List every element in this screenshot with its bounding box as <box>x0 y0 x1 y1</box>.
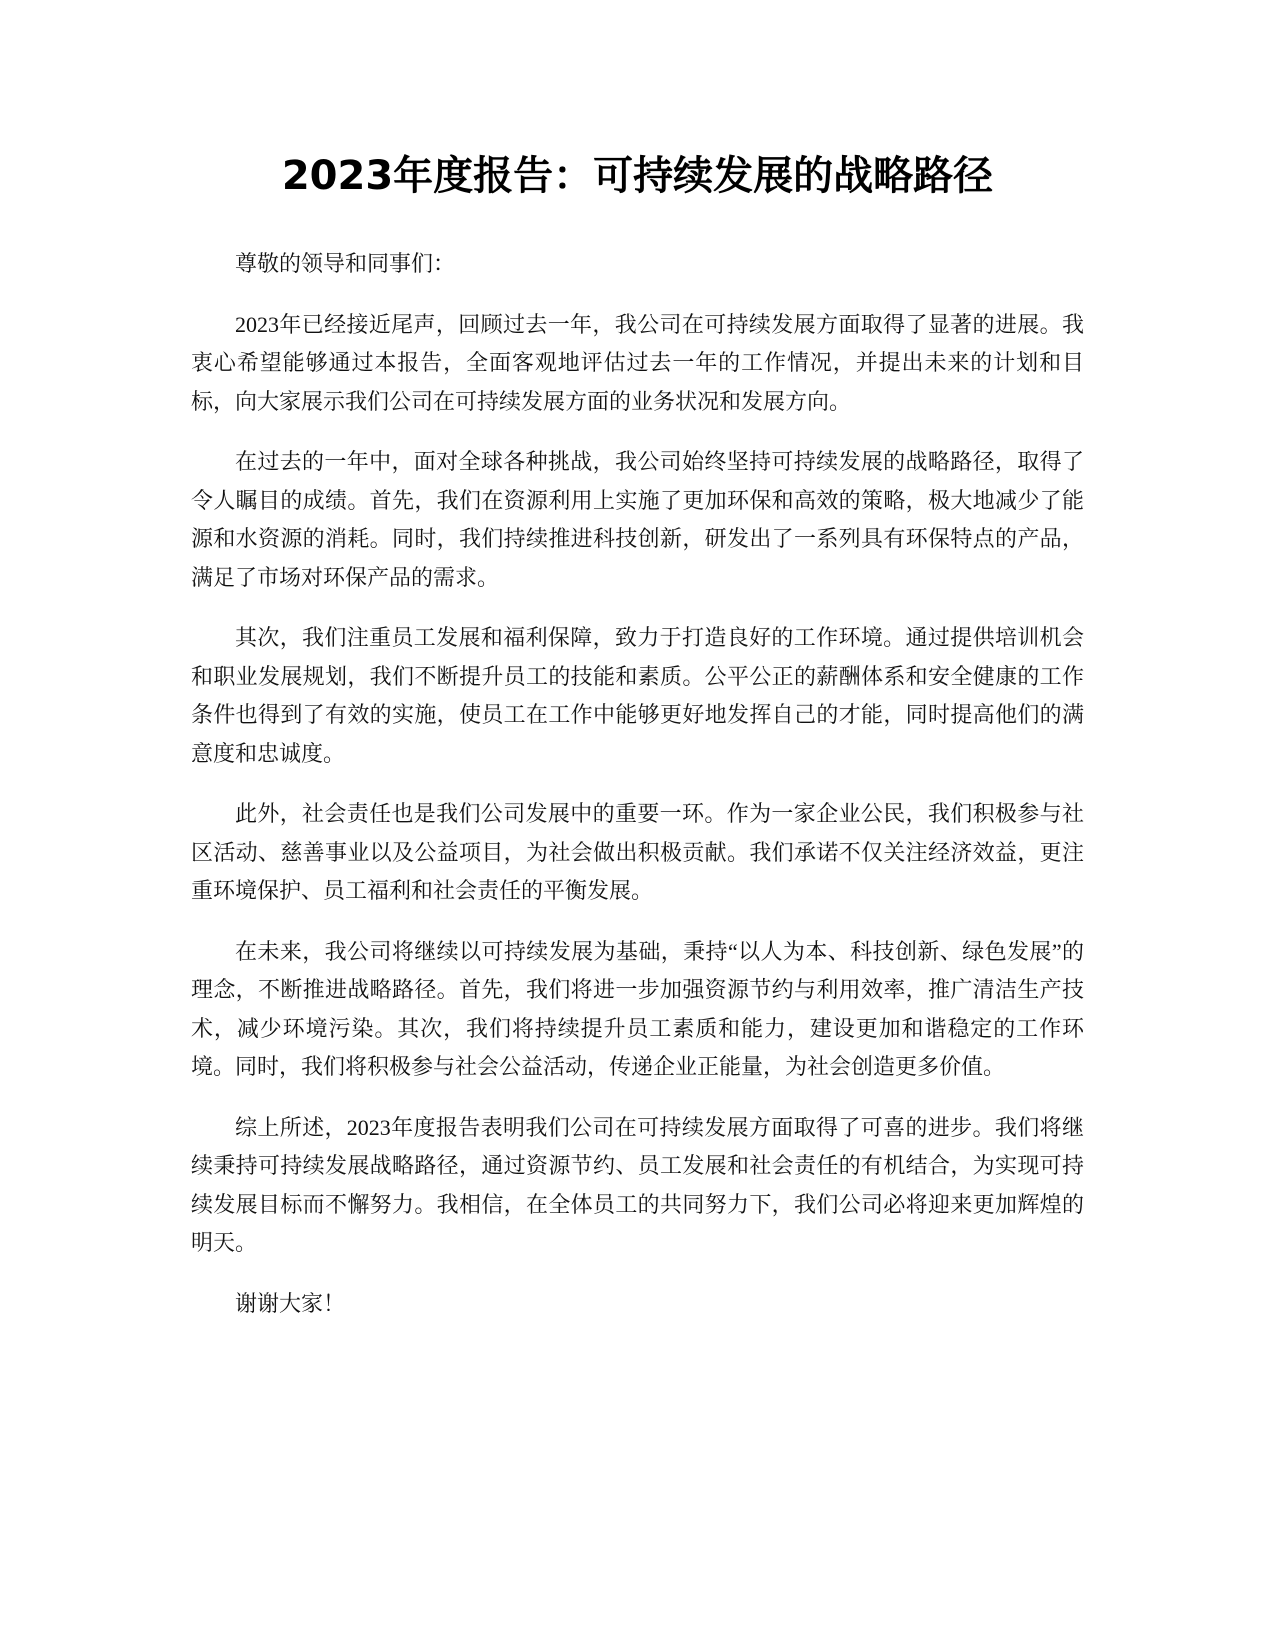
paragraph-achievements: 在过去的一年中，面对全球各种挑战，我公司始终坚持可持续发展的战略路径，取得了令人瞩目的成绩。首先，我们在资源利用上实施了更加环保和高效的策略，极大地减少了能源和水资源的消耗。同时，我们持续推进科技创新，研发出了一系列具有环保特点的产品，满足了市场对环保产品的需求。 <box>191 449 1084 590</box>
salutation: 尊敬的领导和同事们： <box>235 251 456 276</box>
document-body <box>191 245 1084 1345</box>
document-title: 2023年度报告：可持续发展的战略路径 <box>281 153 994 199</box>
paragraph-future-plans: 在未来，我公司将继续以可持续发展为基础，秉持“以人为本、科技创新、绿色发展”的理念，不断推进战略路径。首先，我们将进一步加强资源节约与利用效率，推广清洁生产技术，减少环境污染。其次，我们将持续提升员工素质和能力，建设更加和谐稳定的工作环境。同时，我们将积极参与社会公益活动，传递企业正能量，为社会创造更多价值。 <box>191 938 1084 1079</box>
closing-thanks: 谢谢大家！ <box>235 1290 346 1316</box>
paragraph-social-responsibility: 此外，社会责任也是我们公司发展中的重要一环。作为一家企业公民，我们积极参与社区活动、慈善事业以及公益项目，为社会做出积极贡献。我们承诺不仅关注经济效益，更注重环境保护、员工福利和社会责任的平衡发展。 <box>191 801 1084 903</box>
paragraph-intro: 2023年已经接近尾声，回顾过去一年，我公司在可持续发展方面取得了显著的进展。我衷心希望能够通过本报告，全面客观地评估过去一年的工作情况，并提出未来的计划和目标，向大家展示我们公司在可持续发展方面的业务状况和发展方向。 <box>191 311 1084 414</box>
paragraph-employees: 其次，我们注重员工发展和福利保障，致力于打造良好的工作环境。通过提供培训机会和职业发展规划，我们不断提升员工的技能和素质。公平公正的薪酬体系和安全健康的工作条件也得到了有效的实施，使员工在工作中能够更好地发挥自己的才能，同时提高他们的满意度和忠诚度。 <box>191 625 1084 766</box>
paragraph-conclusion: 综上所述，2023年度报告表明我们公司在可持续发展方面取得了可喜的进步。我们将继续秉持可持续发展战略路径，通过资源节约、员工发展和社会责任的有机结合，为实现可持续发展目标而不懈努力。我相信，在全体员工的共同努力下，我们公司必将迎来更加辉煌的明天。 <box>191 1114 1084 1255</box>
